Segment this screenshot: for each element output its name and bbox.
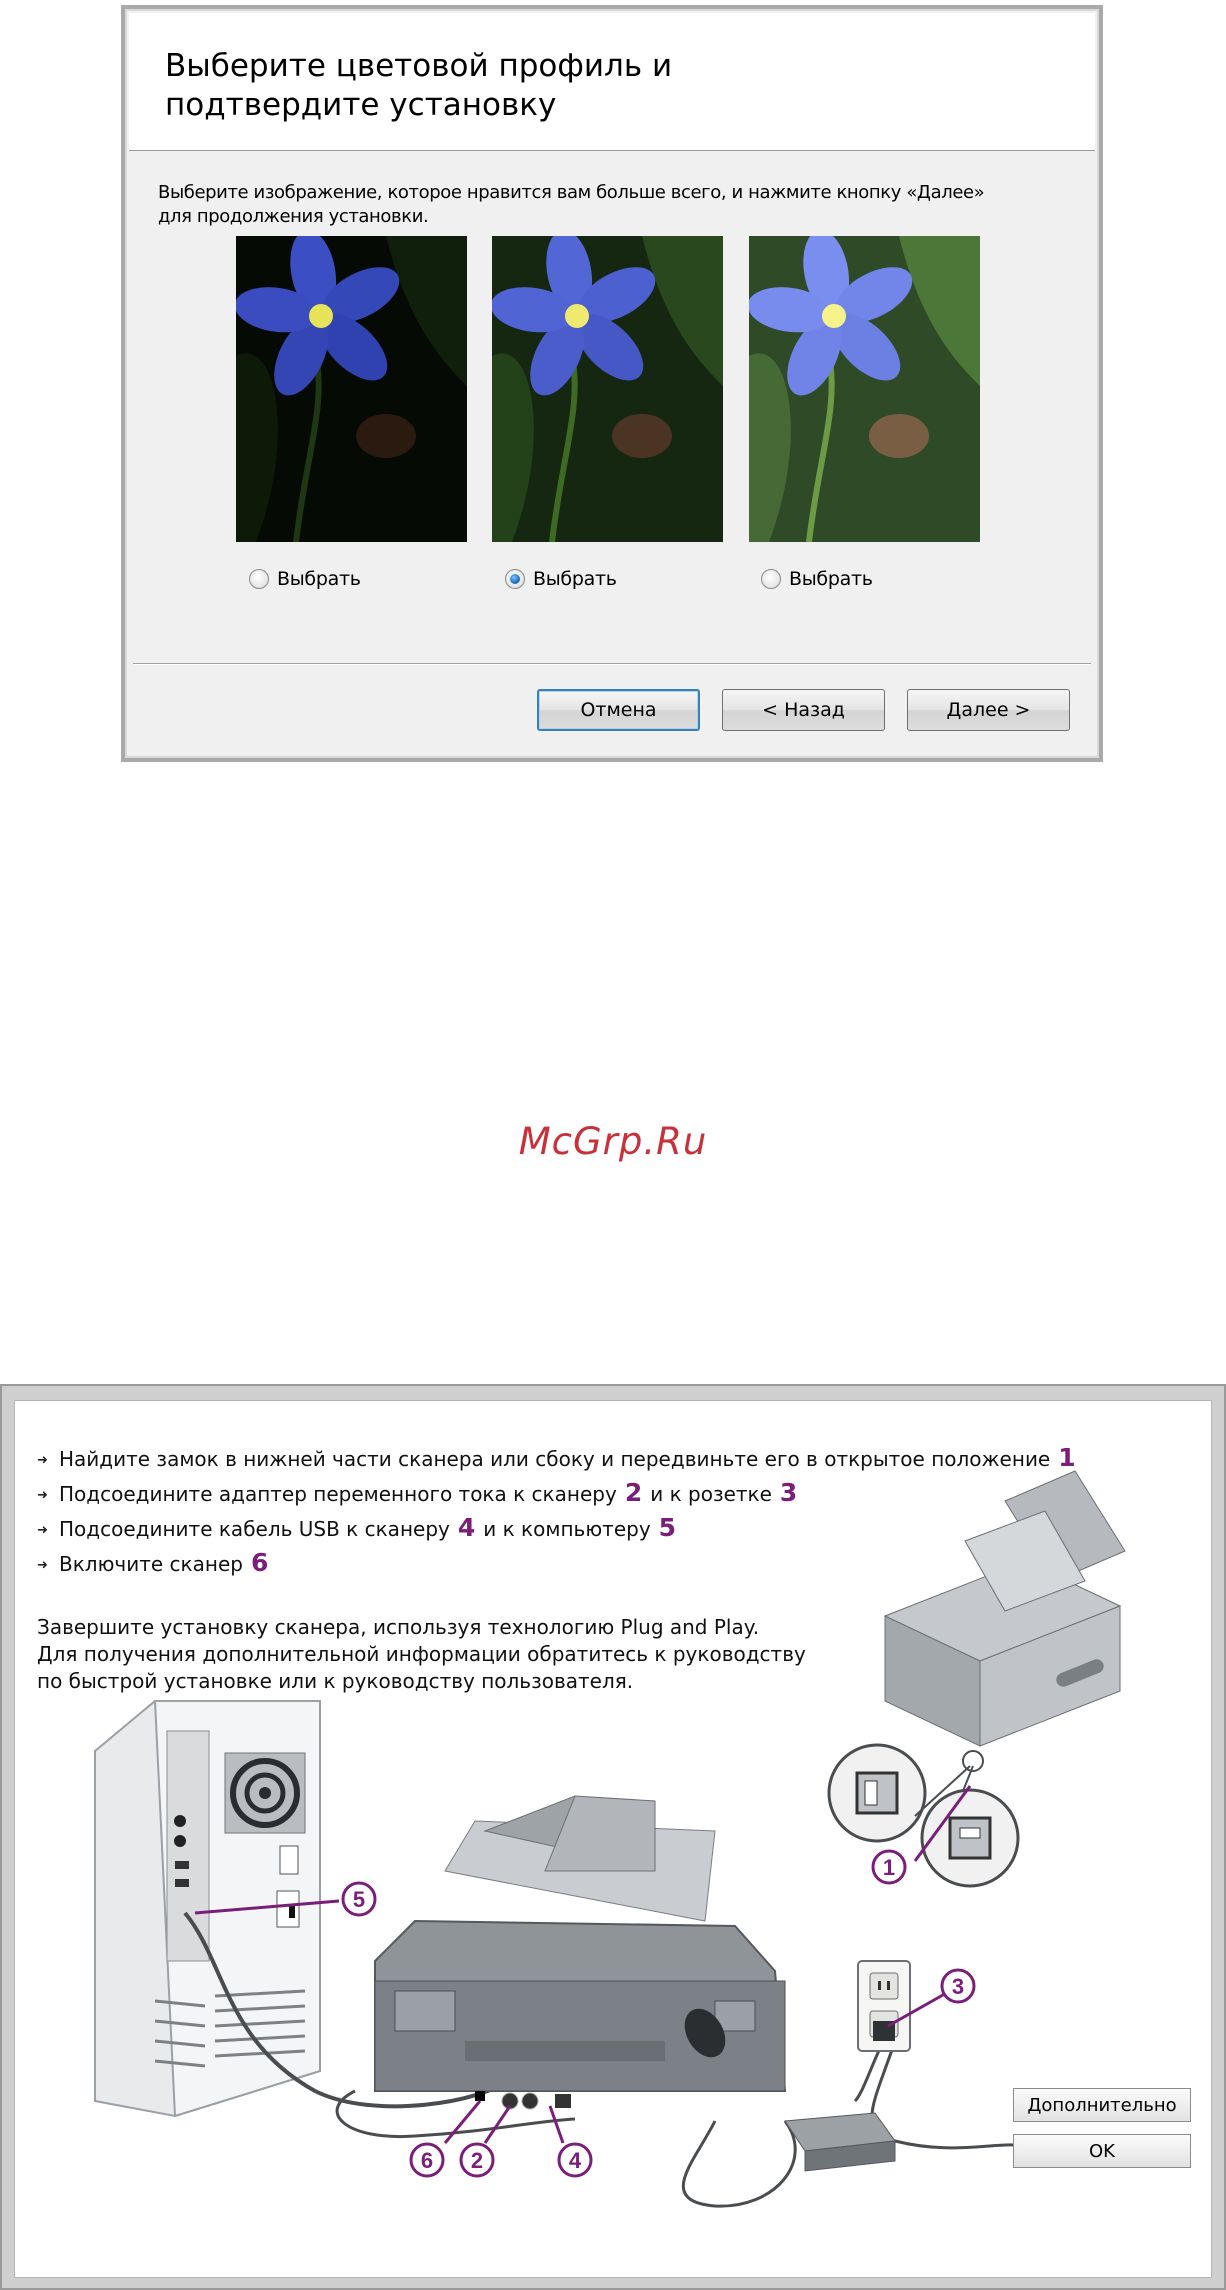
arrow-bullet-icon: ➜	[37, 1488, 48, 1503]
instruction-line-2: для продолжения установки.	[158, 206, 429, 227]
setup-steps-list	[37, 1443, 1084, 1583]
radio-circle-selected[interactable]	[505, 569, 525, 589]
back-button[interactable]: < Назад	[722, 689, 885, 731]
callout-2-label: 2	[470, 2148, 484, 2173]
step-number: 2	[624, 1478, 643, 1507]
radio-label: Выбрать	[533, 568, 617, 590]
radio-option-dark[interactable]	[249, 564, 361, 594]
radio-circle[interactable]	[249, 569, 269, 589]
flower-photo-normal[interactable]	[492, 236, 723, 542]
arrow-bullet-icon: ➜	[37, 1558, 48, 1573]
callout-3-label: 3	[951, 1974, 965, 1999]
step-number: 6	[250, 1548, 269, 1577]
paragraph-line: Завершите установку сканера, используя технологию Plug and Play.	[37, 1615, 760, 1639]
step-text-mid: и к компьютеру	[483, 1517, 651, 1541]
callout-6-label: 6	[420, 2148, 434, 2173]
step-text: Подсоедините адаптер переменного тока к сканеру	[59, 1482, 617, 1506]
callout-1-label: 1	[882, 1855, 896, 1880]
step-number: 4	[457, 1513, 476, 1542]
title-line-1: Выберите цветовой профиль и	[165, 48, 673, 84]
scanner-setup-dialog	[0, 1384, 1226, 2290]
more-info-button[interactable]: Дополнительно	[1013, 2088, 1191, 2122]
ok-button[interactable]: OK	[1013, 2134, 1191, 2168]
arrow-bullet-icon: ➜	[37, 1453, 48, 1468]
cancel-button[interactable]: Отмена	[537, 689, 700, 731]
step-number: 5	[658, 1513, 677, 1542]
flower-image	[749, 236, 980, 542]
wall-outlet-image	[858, 1961, 910, 2051]
flower-photo-dark[interactable]	[236, 236, 467, 542]
title-line-2: подтвердите установку	[165, 87, 557, 123]
step-text: Включите сканер	[59, 1552, 243, 1576]
completion-paragraph	[37, 1614, 897, 1695]
step-item	[37, 1478, 1084, 1513]
scanner-rear-image	[375, 1796, 785, 2109]
flower-image	[236, 236, 467, 542]
step-number: 1	[1058, 1443, 1076, 1472]
step-item	[37, 1513, 1084, 1548]
next-button[interactable]: Далее >	[907, 689, 1070, 731]
step-item	[37, 1443, 1084, 1478]
setup-panel	[14, 1400, 1212, 2278]
watermark-text: McGrp.Ru	[518, 1120, 708, 1163]
computer-tower-image	[95, 1701, 320, 2116]
instruction-text	[158, 181, 1078, 229]
power-adapter-image	[785, 2113, 895, 2171]
color-profile-dialog	[121, 5, 1103, 762]
step-text: Подсоедините кабель USB к сканеру	[59, 1517, 450, 1541]
instruction-line-1: Выберите изображение, которое нравится вам больше всего, и нажмите кнопку «Далее»	[158, 182, 985, 203]
radio-label: Выбрать	[277, 568, 361, 590]
flower-photo-light[interactable]	[749, 236, 980, 542]
step-item	[37, 1548, 1084, 1583]
dialog-header	[129, 13, 1095, 151]
dialog-title	[165, 47, 965, 125]
radio-option-normal[interactable]	[505, 564, 617, 594]
arrow-bullet-icon: ➜	[37, 1523, 48, 1538]
radio-label: Выбрать	[789, 568, 873, 590]
callout-4-label: 4	[568, 2148, 582, 2173]
callout-5-label: 5	[352, 1887, 366, 1912]
step-text: Найдите замок в нижней части сканера или сбоку и передвиньте его в открытое положение	[59, 1447, 1051, 1471]
flower-image	[492, 236, 723, 542]
step-text-mid: и к розетке	[650, 1482, 772, 1506]
step-number: 3	[779, 1478, 798, 1507]
footer-separator	[133, 663, 1091, 665]
lock-detail-image	[829, 1745, 1018, 1886]
radio-option-light[interactable]	[761, 564, 873, 594]
paragraph-line: по быстрой установке или к руководству пользователя.	[37, 1669, 634, 1693]
paragraph-line: Для получения дополнительной информации обратитесь к руководству	[37, 1642, 806, 1666]
radio-circle[interactable]	[761, 569, 781, 589]
